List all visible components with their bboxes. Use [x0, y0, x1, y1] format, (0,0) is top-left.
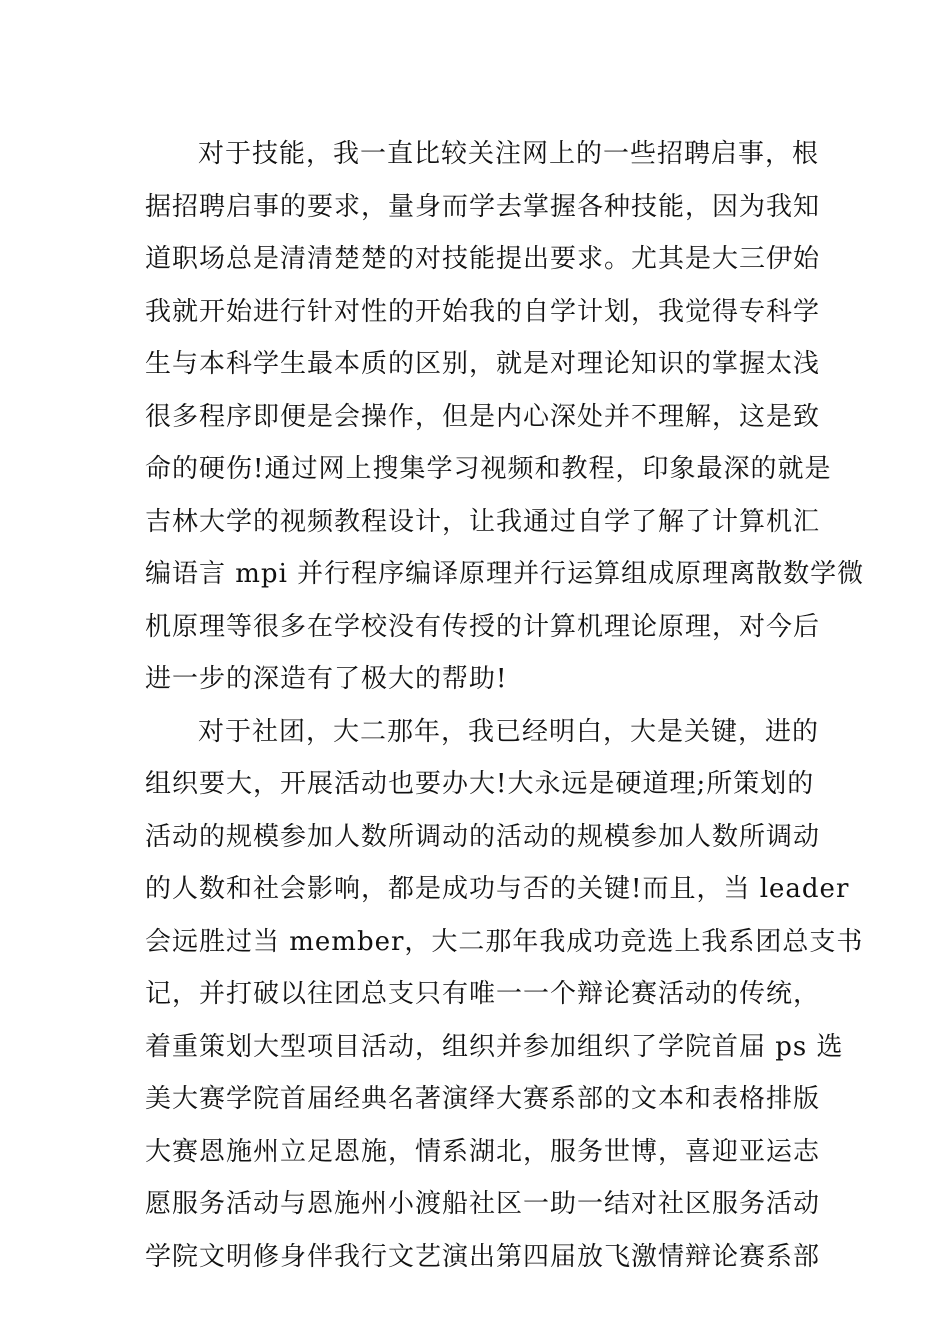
document-body — [145, 128, 865, 1283]
text-line: 命的硬伤!通过网上搜集学习视频和教程，印象最深的就是 — [145, 454, 832, 484]
text-line: 据招聘启事的要求，量身而学去掌握各种技能，因为我知 — [145, 191, 821, 222]
text-line: 生与本科学生最本质的区别，就是对理论知识的掌握太浅 — [145, 349, 821, 379]
paragraph-clubs — [145, 706, 864, 1284]
text-line: 对于社团，大二那年，我已经明白，大是关键，进的 — [198, 716, 820, 747]
text-line: 吉林大学的视频教程设计，让我通过自学了解了计算机汇 — [145, 506, 821, 537]
text-line: 进一步的深造有了极大的帮助! — [145, 664, 508, 694]
text-line: 组织要大，开展活动也要办大!大永远是硬道理;所策划的 — [145, 769, 815, 799]
text-line: 编语言 mpi 并行程序编译原理并行运算组成原理离散数学微 — [145, 559, 865, 589]
text-line: 道职场总是清清楚楚的对技能提出要求。尤其是大三伊始 — [145, 244, 821, 274]
text-line: 我就开始进行针对性的开始我的自学计划，我觉得专科学 — [145, 296, 821, 327]
text-line: 美大赛学院首届经典名著演绎大赛系部的文本和表格排版 — [145, 1084, 821, 1114]
text-line: 活动的规模参加人数所调动的活动的规模参加人数所调动 — [145, 821, 821, 852]
paragraph-skills — [145, 128, 865, 706]
text-line: 的人数和社会影响，都是成功与否的关键!而且，当 leader — [145, 874, 850, 904]
text-line: 愿服务活动与恩施州小渡船社区一助一结对社区服务活动 — [145, 1189, 821, 1219]
text-line: 很多程序即便是会操作，但是内心深处并不理解，这是致 — [145, 401, 821, 432]
text-line: 着重策划大型项目活动，组织并参加组织了学院首届 ps 选 — [145, 1031, 844, 1062]
text-line: 会远胜过当 member，大二那年我成功竞选上我系团总支书 — [145, 926, 864, 957]
text-line: 记，并打破以往团总支只有唯一一个辩论赛活动的传统， — [145, 979, 821, 1009]
text-line: 学院文明修身伴我行文艺演出第四届放飞激情辩论赛系部 — [145, 1241, 821, 1272]
text-line: 对于技能，我一直比较关注网上的一些招聘启事，根 — [198, 139, 820, 169]
text-line: 大赛恩施州立足恩施，情系湖北，服务世博，喜迎亚运志 — [145, 1136, 821, 1167]
text-line: 机原理等很多在学校没有传授的计算机理论原理，对今后 — [145, 611, 821, 642]
